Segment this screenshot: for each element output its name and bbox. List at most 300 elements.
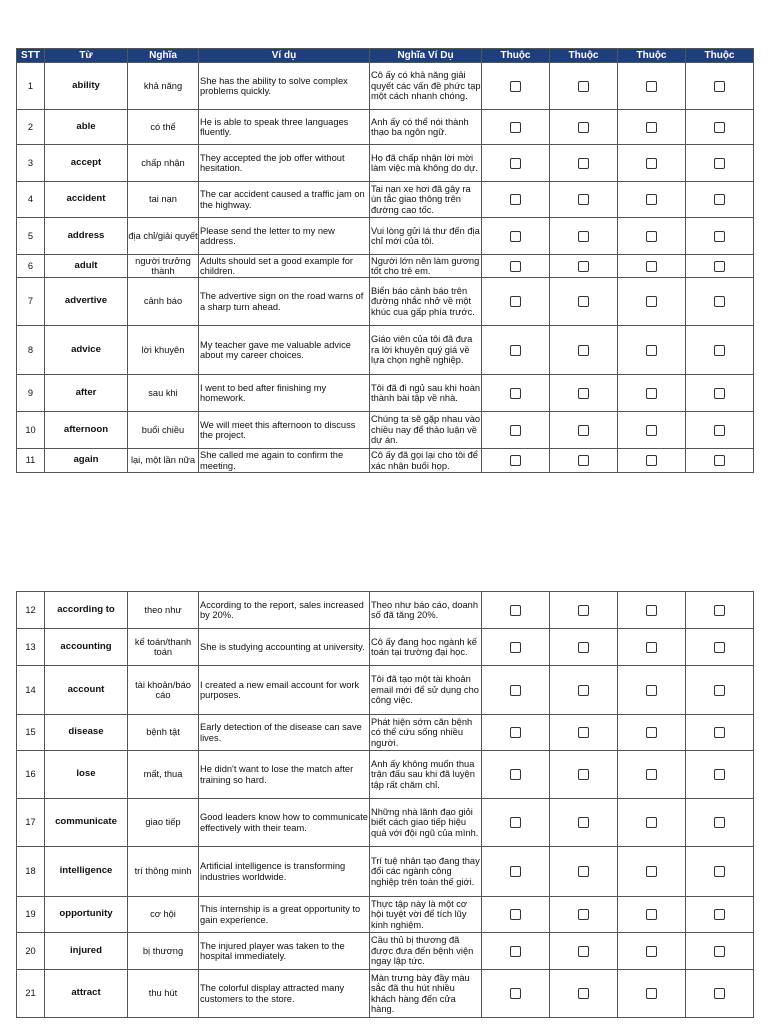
row-number: 19 <box>17 897 45 933</box>
vocab-word: disease <box>45 715 128 751</box>
learned-cell <box>550 375 618 412</box>
header-learned-4: Thuộc <box>686 49 754 63</box>
row-number: 14 <box>17 666 45 715</box>
row-number: 12 <box>17 592 45 629</box>
learned-cell <box>618 255 686 278</box>
example-sentence: I created a new email account for work purposes. <box>199 666 370 715</box>
vocab-word: advertive <box>45 278 128 326</box>
row-number: 21 <box>17 970 45 1018</box>
learned-checkbox[interactable] <box>646 988 657 999</box>
learned-checkbox[interactable] <box>510 817 521 828</box>
learned-checkbox[interactable] <box>646 425 657 436</box>
learned-checkbox[interactable] <box>510 345 521 356</box>
learned-checkbox[interactable] <box>646 727 657 738</box>
row-number: 2 <box>17 110 45 145</box>
learned-checkbox[interactable] <box>714 455 725 466</box>
learned-checkbox[interactable] <box>510 909 521 920</box>
learned-checkbox[interactable] <box>714 194 725 205</box>
learned-cell <box>618 145 686 182</box>
header-word: Từ <box>45 49 128 63</box>
vocab-word: able <box>45 110 128 145</box>
vocab-word: accounting <box>45 629 128 666</box>
learned-checkbox[interactable] <box>510 866 521 877</box>
learned-checkbox[interactable] <box>578 388 589 399</box>
example-translation: Trí tuệ nhân tạo đang thay đổi các ngành công nghiệp trên toàn thế giới. <box>370 847 482 897</box>
learned-cell <box>550 326 618 375</box>
example-translation: Những nhà lãnh đạo giỏi biết cách giao tiếp hiệu quả với đội ngũ của mình. <box>370 799 482 847</box>
example-translation: Anh ấy có thể nói thành thạo ba ngôn ngữ. <box>370 110 482 145</box>
table-row <box>17 412 754 449</box>
example-sentence: This internship is a great opportunity to gain experience. <box>199 897 370 933</box>
example-translation: Người lớn nên làm gương tốt cho trẻ em. <box>370 255 482 278</box>
learned-cell <box>618 970 686 1018</box>
example-sentence: He is able to speak three languages fluently. <box>199 110 370 145</box>
table-row <box>17 278 754 326</box>
learned-checkbox[interactable] <box>578 642 589 653</box>
learned-checkbox[interactable] <box>578 988 589 999</box>
learned-cell <box>686 629 754 666</box>
learned-cell <box>618 110 686 145</box>
learned-checkbox[interactable] <box>714 988 725 999</box>
table-row <box>17 751 754 799</box>
row-number: 9 <box>17 375 45 412</box>
learned-cell <box>618 63 686 110</box>
row-number: 20 <box>17 933 45 970</box>
learned-checkbox[interactable] <box>578 158 589 169</box>
learned-cell <box>482 592 550 629</box>
learned-checkbox[interactable] <box>578 425 589 436</box>
learned-checkbox[interactable] <box>714 261 725 272</box>
learned-cell <box>686 897 754 933</box>
learned-checkbox[interactable] <box>646 946 657 957</box>
learned-checkbox[interactable] <box>578 261 589 272</box>
learned-cell <box>618 278 686 326</box>
learned-checkbox[interactable] <box>714 769 725 780</box>
example-sentence: They accepted the job offer without hesitation. <box>199 145 370 182</box>
header-stt: STT <box>17 49 45 63</box>
learned-cell <box>686 715 754 751</box>
learned-cell <box>618 666 686 715</box>
header-learned-3: Thuộc <box>618 49 686 63</box>
learned-checkbox[interactable] <box>646 231 657 242</box>
table-row <box>17 255 754 278</box>
learned-cell <box>482 449 550 473</box>
table-row <box>17 110 754 145</box>
example-sentence: She called me again to confirm the meeting. <box>199 449 370 473</box>
vocab-word: accept <box>45 145 128 182</box>
vocab-meaning: kế toán/thanh toán <box>128 629 199 666</box>
vocab-meaning: cảnh báo <box>128 278 199 326</box>
vocab-meaning: có thể <box>128 110 199 145</box>
example-sentence: Adults should set a good example for children. <box>199 255 370 278</box>
learned-cell <box>550 970 618 1018</box>
learned-checkbox[interactable] <box>714 296 725 307</box>
learned-checkbox[interactable] <box>646 345 657 356</box>
example-translation: Tôi đã tạo một tài khoản email mới để sử dụng cho công việc. <box>370 666 482 715</box>
table-row <box>17 666 754 715</box>
vocab-meaning: bị thương <box>128 933 199 970</box>
learned-checkbox[interactable] <box>646 455 657 466</box>
learned-checkbox[interactable] <box>714 345 725 356</box>
learned-cell <box>482 110 550 145</box>
learned-checkbox[interactable] <box>510 296 521 307</box>
learned-checkbox[interactable] <box>714 642 725 653</box>
learned-cell <box>550 847 618 897</box>
example-sentence: She is studying accounting at university. <box>199 629 370 666</box>
vocab-word: again <box>45 449 128 473</box>
vocab-meaning: bệnh tật <box>128 715 199 751</box>
learned-checkbox[interactable] <box>578 685 589 696</box>
learned-cell <box>686 326 754 375</box>
learned-cell <box>550 897 618 933</box>
learned-cell <box>686 799 754 847</box>
learned-cell <box>482 145 550 182</box>
example-translation: Vui lòng gửi lá thư đến địa chỉ mới của tôi. <box>370 218 482 255</box>
learned-checkbox[interactable] <box>578 727 589 738</box>
learned-checkbox[interactable] <box>510 231 521 242</box>
example-sentence: The advertive sign on the road warns of a sharp turn ahead. <box>199 278 370 326</box>
row-number: 1 <box>17 63 45 110</box>
table-row <box>17 375 754 412</box>
learned-checkbox[interactable] <box>646 642 657 653</box>
learned-cell <box>618 218 686 255</box>
learned-checkbox[interactable] <box>510 642 521 653</box>
learned-checkbox[interactable] <box>578 946 589 957</box>
vocab-meaning: buổi chiều <box>128 412 199 449</box>
learned-checkbox[interactable] <box>510 122 521 133</box>
learned-checkbox[interactable] <box>578 817 589 828</box>
learned-checkbox[interactable] <box>646 81 657 92</box>
header-example-meaning: Nghĩa Ví Dụ <box>370 49 482 63</box>
header-learned-2: Thuộc <box>550 49 618 63</box>
example-translation: Phát hiện sớm căn bệnh có thể cứu sống nhiều người. <box>370 715 482 751</box>
table-row <box>17 847 754 897</box>
learned-cell <box>686 970 754 1018</box>
learned-cell <box>482 751 550 799</box>
learned-cell <box>618 799 686 847</box>
example-translation: Cô ấy có khả năng giải quyết các vấn đề phức tạp một cách nhanh chóng. <box>370 63 482 110</box>
row-number: 17 <box>17 799 45 847</box>
learned-cell <box>482 326 550 375</box>
learned-cell <box>618 897 686 933</box>
example-translation: Họ đã chấp nhận lời mời làm việc mà không do dự. <box>370 145 482 182</box>
learned-checkbox[interactable] <box>714 866 725 877</box>
example-sentence: The colorful display attracted many customers to the store. <box>199 970 370 1018</box>
learned-checkbox[interactable] <box>510 261 521 272</box>
learned-cell <box>550 412 618 449</box>
example-sentence: Early detection of the disease can save lives. <box>199 715 370 751</box>
learned-checkbox[interactable] <box>646 388 657 399</box>
example-translation: Theo như báo cáo, doanh số đã tăng 20%. <box>370 592 482 629</box>
learned-cell <box>482 799 550 847</box>
learned-checkbox[interactable] <box>714 388 725 399</box>
learned-checkbox[interactable] <box>510 946 521 957</box>
table-row <box>17 218 754 255</box>
example-translation: Cô ấy đang học ngành kế toán tại trường đại học. <box>370 629 482 666</box>
learned-cell <box>482 933 550 970</box>
learned-cell <box>550 145 618 182</box>
learned-cell <box>618 629 686 666</box>
learned-checkbox[interactable] <box>714 81 725 92</box>
vocab-word: opportunity <box>45 897 128 933</box>
learned-checkbox[interactable] <box>510 425 521 436</box>
header-meaning: Nghĩa <box>128 49 199 63</box>
learned-checkbox[interactable] <box>714 817 725 828</box>
learned-cell <box>482 63 550 110</box>
learned-checkbox[interactable] <box>510 158 521 169</box>
learned-checkbox[interactable] <box>510 988 521 999</box>
header-example: Ví dụ <box>199 49 370 63</box>
learned-checkbox[interactable] <box>578 345 589 356</box>
example-sentence: The car accident caused a traffic jam on the highway. <box>199 182 370 218</box>
learned-cell <box>686 278 754 326</box>
learned-checkbox[interactable] <box>714 685 725 696</box>
learned-checkbox[interactable] <box>510 727 521 738</box>
learned-cell <box>686 375 754 412</box>
learned-cell <box>482 715 550 751</box>
learned-cell <box>618 715 686 751</box>
vocab-meaning: sau khi <box>128 375 199 412</box>
vocabulary-table-2 <box>16 591 754 1018</box>
example-translation: Cầu thủ bị thương đã được đưa đến bệnh viện ngay lập tức. <box>370 933 482 970</box>
learned-checkbox[interactable] <box>578 769 589 780</box>
row-number: 11 <box>17 449 45 473</box>
vocab-meaning: trí thông minh <box>128 847 199 897</box>
learned-cell <box>618 847 686 897</box>
learned-checkbox[interactable] <box>510 685 521 696</box>
vocab-meaning: chấp nhận <box>128 145 199 182</box>
row-number: 6 <box>17 255 45 278</box>
table-header-row <box>17 49 754 63</box>
learned-checkbox[interactable] <box>510 194 521 205</box>
table-row <box>17 182 754 218</box>
vocab-word: adult <box>45 255 128 278</box>
example-sentence: I went to bed after finishing my homework. <box>199 375 370 412</box>
learned-checkbox[interactable] <box>578 194 589 205</box>
table-row <box>17 715 754 751</box>
learned-cell <box>550 715 618 751</box>
learned-checkbox[interactable] <box>646 769 657 780</box>
learned-cell <box>686 63 754 110</box>
row-number: 13 <box>17 629 45 666</box>
example-translation: Tai nạn xe hơi đã gây ra ùn tắc giao thông trên đường cao tốc. <box>370 182 482 218</box>
learned-cell <box>686 182 754 218</box>
example-sentence: According to the report, sales increased by 20%. <box>199 592 370 629</box>
learned-checkbox[interactable] <box>714 727 725 738</box>
learned-checkbox[interactable] <box>714 231 725 242</box>
vocab-meaning: người trưởng thành <box>128 255 199 278</box>
example-sentence: The injured player was taken to the hospital immediately. <box>199 933 370 970</box>
learned-checkbox[interactable] <box>714 946 725 957</box>
learned-cell <box>686 751 754 799</box>
vocab-meaning: thu hút <box>128 970 199 1018</box>
table-row <box>17 629 754 666</box>
learned-checkbox[interactable] <box>646 605 657 616</box>
example-sentence: We will meet this afternoon to discuss the project. <box>199 412 370 449</box>
learned-checkbox[interactable] <box>646 817 657 828</box>
learned-cell <box>686 847 754 897</box>
row-number: 16 <box>17 751 45 799</box>
learned-checkbox[interactable] <box>714 909 725 920</box>
table-row <box>17 63 754 110</box>
row-number: 8 <box>17 326 45 375</box>
learned-checkbox[interactable] <box>578 605 589 616</box>
example-translation: Thực tập này là một cơ hội tuyệt vời để tích lũy kinh nghiệm. <box>370 897 482 933</box>
learned-checkbox[interactable] <box>578 455 589 466</box>
vocab-word: intelligence <box>45 847 128 897</box>
learned-checkbox[interactable] <box>646 122 657 133</box>
learned-checkbox[interactable] <box>510 455 521 466</box>
learned-cell <box>686 218 754 255</box>
table-row <box>17 897 754 933</box>
row-number: 18 <box>17 847 45 897</box>
learned-cell <box>482 278 550 326</box>
vocab-meaning: mất, thua <box>128 751 199 799</box>
row-number: 5 <box>17 218 45 255</box>
vocab-word: after <box>45 375 128 412</box>
table-row <box>17 145 754 182</box>
learned-cell <box>550 751 618 799</box>
row-number: 4 <box>17 182 45 218</box>
learned-cell <box>618 933 686 970</box>
learned-cell <box>618 449 686 473</box>
vocab-word: attract <box>45 970 128 1018</box>
row-number: 3 <box>17 145 45 182</box>
learned-cell <box>618 592 686 629</box>
table-row <box>17 970 754 1018</box>
learned-cell <box>482 182 550 218</box>
vocab-word: ability <box>45 63 128 110</box>
table-row <box>17 933 754 970</box>
row-number: 7 <box>17 278 45 326</box>
learned-cell <box>550 592 618 629</box>
example-sentence: Good leaders know how to communicate effectively with their team. <box>199 799 370 847</box>
vocab-meaning: tai nạn <box>128 182 199 218</box>
learned-checkbox[interactable] <box>510 769 521 780</box>
learned-cell <box>618 375 686 412</box>
example-sentence: He didn't want to lose the match after training so hard. <box>199 751 370 799</box>
vocab-word: afternoon <box>45 412 128 449</box>
learned-cell <box>686 933 754 970</box>
learned-checkbox[interactable] <box>714 158 725 169</box>
learned-checkbox[interactable] <box>646 261 657 272</box>
learned-checkbox[interactable] <box>646 909 657 920</box>
learned-checkbox[interactable] <box>578 231 589 242</box>
learned-cell <box>482 629 550 666</box>
learned-checkbox[interactable] <box>510 605 521 616</box>
row-number: 15 <box>17 715 45 751</box>
learned-checkbox[interactable] <box>714 122 725 133</box>
learned-cell <box>550 182 618 218</box>
example-translation: Tôi đã đi ngủ sau khi hoàn thành bài tập về nhà. <box>370 375 482 412</box>
example-translation: Màn trưng bày đầy màu sắc đã thu hút nhiều khách hàng đến cửa hàng. <box>370 970 482 1018</box>
learned-checkbox[interactable] <box>646 866 657 877</box>
learned-cell <box>482 847 550 897</box>
row-number: 10 <box>17 412 45 449</box>
learned-cell <box>550 666 618 715</box>
learned-checkbox[interactable] <box>714 605 725 616</box>
learned-cell <box>550 218 618 255</box>
vocab-word: communicate <box>45 799 128 847</box>
learned-cell <box>482 666 550 715</box>
learned-cell <box>618 182 686 218</box>
table-row <box>17 326 754 375</box>
example-sentence: She has the ability to solve complex problems quickly. <box>199 63 370 110</box>
learned-cell <box>550 255 618 278</box>
learned-cell <box>618 326 686 375</box>
learned-checkbox[interactable] <box>510 388 521 399</box>
learned-cell <box>482 412 550 449</box>
learned-cell <box>550 629 618 666</box>
learned-cell <box>686 666 754 715</box>
learned-cell <box>550 110 618 145</box>
learned-cell <box>550 799 618 847</box>
learned-cell <box>686 592 754 629</box>
learned-checkbox[interactable] <box>510 81 521 92</box>
vocab-word: advice <box>45 326 128 375</box>
learned-cell <box>686 412 754 449</box>
vocab-meaning: cơ hội <box>128 897 199 933</box>
example-sentence: My teacher gave me valuable advice about my career choices. <box>199 326 370 375</box>
vocab-meaning: địa chỉ/giải quyết <box>128 218 199 255</box>
example-sentence: Please send the letter to my new address. <box>199 218 370 255</box>
example-translation: Giáo viên của tôi đã đưa ra lời khuyên quý giá về lựa chọn nghề nghiệp. <box>370 326 482 375</box>
learned-cell <box>550 449 618 473</box>
learned-checkbox[interactable] <box>646 685 657 696</box>
learned-checkbox[interactable] <box>646 296 657 307</box>
learned-checkbox[interactable] <box>646 158 657 169</box>
vocab-word: injured <box>45 933 128 970</box>
learned-cell <box>482 218 550 255</box>
learned-checkbox[interactable] <box>578 296 589 307</box>
learned-checkbox[interactable] <box>578 866 589 877</box>
example-translation: Anh ấy không muốn thua trận đấu sau khi đã luyện tập rất chăm chỉ. <box>370 751 482 799</box>
vocab-meaning: tài khoản/báo cáo <box>128 666 199 715</box>
learned-checkbox[interactable] <box>714 425 725 436</box>
vocab-word: address <box>45 218 128 255</box>
learned-cell <box>686 110 754 145</box>
table-row <box>17 449 754 473</box>
learned-cell <box>686 449 754 473</box>
learned-cell <box>550 63 618 110</box>
example-translation: Chúng ta sẽ gặp nhau vào chiều nay để thảo luận về dự án. <box>370 412 482 449</box>
header-learned-1: Thuộc <box>482 49 550 63</box>
vocab-meaning: giao tiếp <box>128 799 199 847</box>
learned-cell <box>686 145 754 182</box>
vocab-word: account <box>45 666 128 715</box>
vocab-meaning: lại, một lần nữa <box>128 449 199 473</box>
learned-checkbox[interactable] <box>578 81 589 92</box>
example-translation: Cô ấy đã gọi lại cho tôi để xác nhận buổi họp. <box>370 449 482 473</box>
example-translation: Biển báo cảnh báo trên đường nhắc nhở về một khúc cua gấp phía trước. <box>370 278 482 326</box>
vocab-word: lose <box>45 751 128 799</box>
learned-checkbox[interactable] <box>646 194 657 205</box>
vocab-meaning: khả năng <box>128 63 199 110</box>
vocab-word: according to <box>45 592 128 629</box>
table-row <box>17 799 754 847</box>
learned-cell <box>482 375 550 412</box>
learned-cell <box>686 255 754 278</box>
learned-checkbox[interactable] <box>578 122 589 133</box>
vocab-word: accident <box>45 182 128 218</box>
vocab-meaning: theo như <box>128 592 199 629</box>
example-sentence: Artificial intelligence is transforming industries worldwide. <box>199 847 370 897</box>
learned-cell <box>482 897 550 933</box>
table-row <box>17 592 754 629</box>
learned-cell <box>482 970 550 1018</box>
learned-checkbox[interactable] <box>578 909 589 920</box>
learned-cell <box>550 933 618 970</box>
